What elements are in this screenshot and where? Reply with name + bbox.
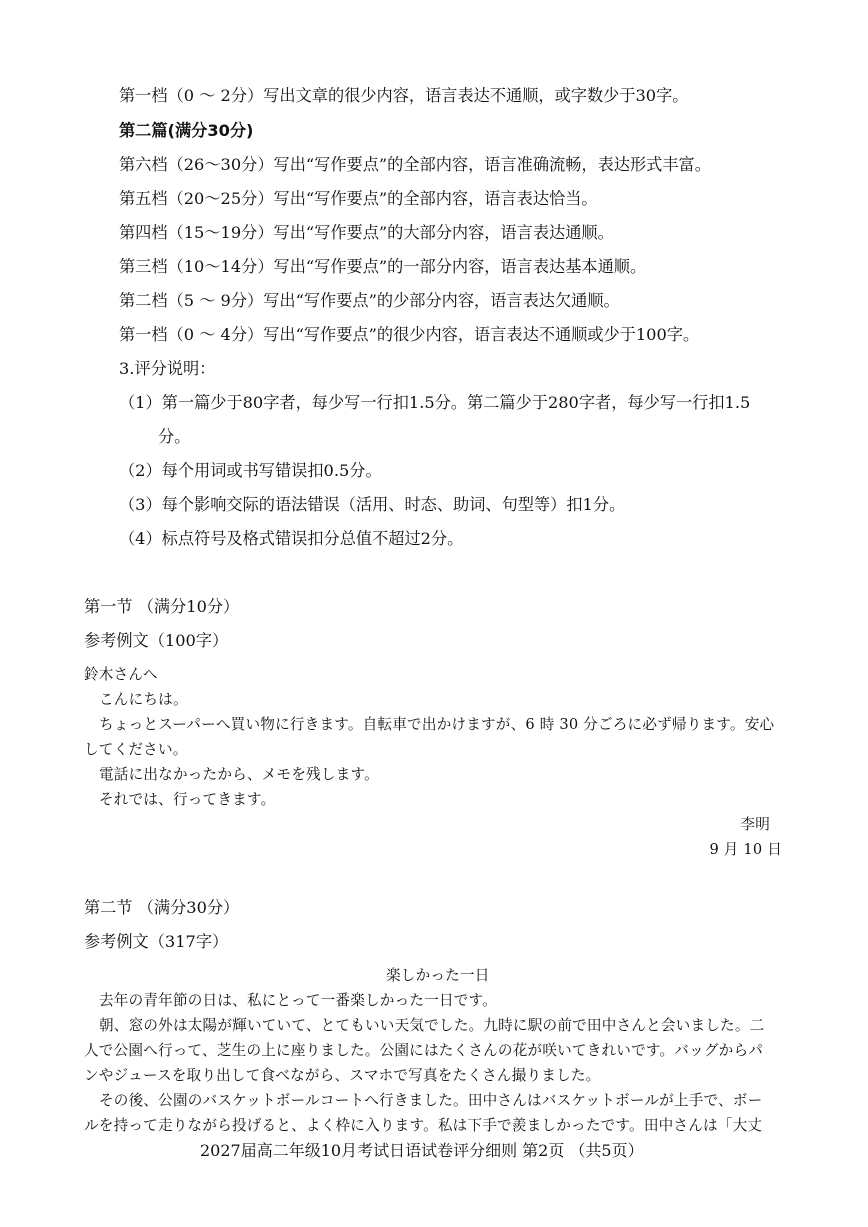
grade-6: 第六档（26～30分）写出“写作要点”的全部内容，语言准确流畅，表达形式丰富。 (119, 155, 711, 174)
section2-title: 第二节 （满分30分） (84, 898, 240, 917)
letter-line-2b: してください。 (84, 741, 188, 758)
letter-greeting: 鈴木さんへ (84, 666, 158, 683)
part2-title: 第二篇(满分30分) (119, 121, 254, 140)
essay-p3-line1: その後、公園のバスケットボールコートへ行きました。田中さんはバスケットボールが上手で、ボー (99, 1092, 763, 1109)
grade-3: 第三档（10～14分）写出“写作要点”的一部分内容，语言表达基本通顺。 (119, 257, 647, 276)
section1-sample-label: 参考例文（100字） (84, 631, 229, 650)
letter-signature: 李明 (740, 816, 770, 833)
essay-title: 楽しかった一日 (386, 967, 490, 984)
rule-4: （4）标点符号及格式错误扣分总值不超过2分。 (119, 529, 464, 548)
rule-2: （2）每个用词或书写错误扣0.5分。 (119, 461, 382, 480)
letter-line-1: こんにちは。 (99, 691, 188, 708)
letter-date: 9 月 10 日 (709, 841, 782, 858)
page-footer: 2027届高二年级10月考试日语试卷评分细则 第2页 （共5页） (200, 1141, 644, 1160)
essay-p2-line3: ンやジュースを取り出して食べながら、スマホで写真をたくさん撮りました。 (84, 1067, 601, 1084)
rule-1-line1: （1）第一篇少于80字者，每少写一行扣1.5分。第二篇少于280字者，每少写一行扣1.5 (119, 393, 751, 412)
section2-sample-label: 参考例文（317字） (84, 932, 229, 951)
essay-p3-line2: ルを持って走りながら投げると、よく枠に入ります。私は下手で羨ましかったです。田中さんは「大丈 (84, 1117, 763, 1134)
essay-p2-line1: 朝、窓の外は太陽が輝いていて、とてもいい天気でした。九時に駅の前で田中さんと会いました。二 (99, 1017, 765, 1034)
grade-4: 第四档（15～19分）写出“写作要点”的大部分内容，语言表达通顺。 (119, 223, 614, 242)
rules-heading: 3.评分说明： (119, 359, 216, 378)
letter-line-3: 電話に出なかったから、メモを残します。 (99, 766, 379, 783)
rule-3: （3）每个影响交际的语法错误（活用、时态、助词、句型等）扣1分。 (119, 495, 626, 514)
letter-line-2a: ちょっとスーパーへ買い物に行きます。自転車で出かけますが、6 時 30 分ごろに必ず帰ります。安心 (99, 716, 775, 733)
section1-title: 第一节 （满分10分） (84, 597, 240, 616)
letter-line-4: それでは、行ってきます。 (99, 791, 276, 808)
grade-1: 第一档（0 ～ 4分）写出“写作要点”的很少内容，语言表达不通顺或少于100字。 (119, 325, 700, 344)
grade-2: 第二档（5 ～ 9分）写出“写作要点”的少部分内容，语言表达欠通顺。 (119, 291, 620, 310)
rule-1-line2: 分。 (158, 427, 191, 446)
essay-p1: 去年の青年節の日は、私にとって一番楽しかった一日です。 (99, 992, 497, 1009)
grade-1-part1: 第一档（0 ～ 2分）写出文章的很少内容，语言表达不通顺，或字数少于30字。 (119, 86, 689, 105)
essay-p2-line2: 人で公園へ行って、芝生の上に座りました。公園にはたくさんの花が咲いてきれいです。バッグからパ (84, 1042, 764, 1059)
grade-5: 第五档（20～25分）写出“写作要点”的全部内容，语言表达恰当。 (119, 189, 598, 208)
